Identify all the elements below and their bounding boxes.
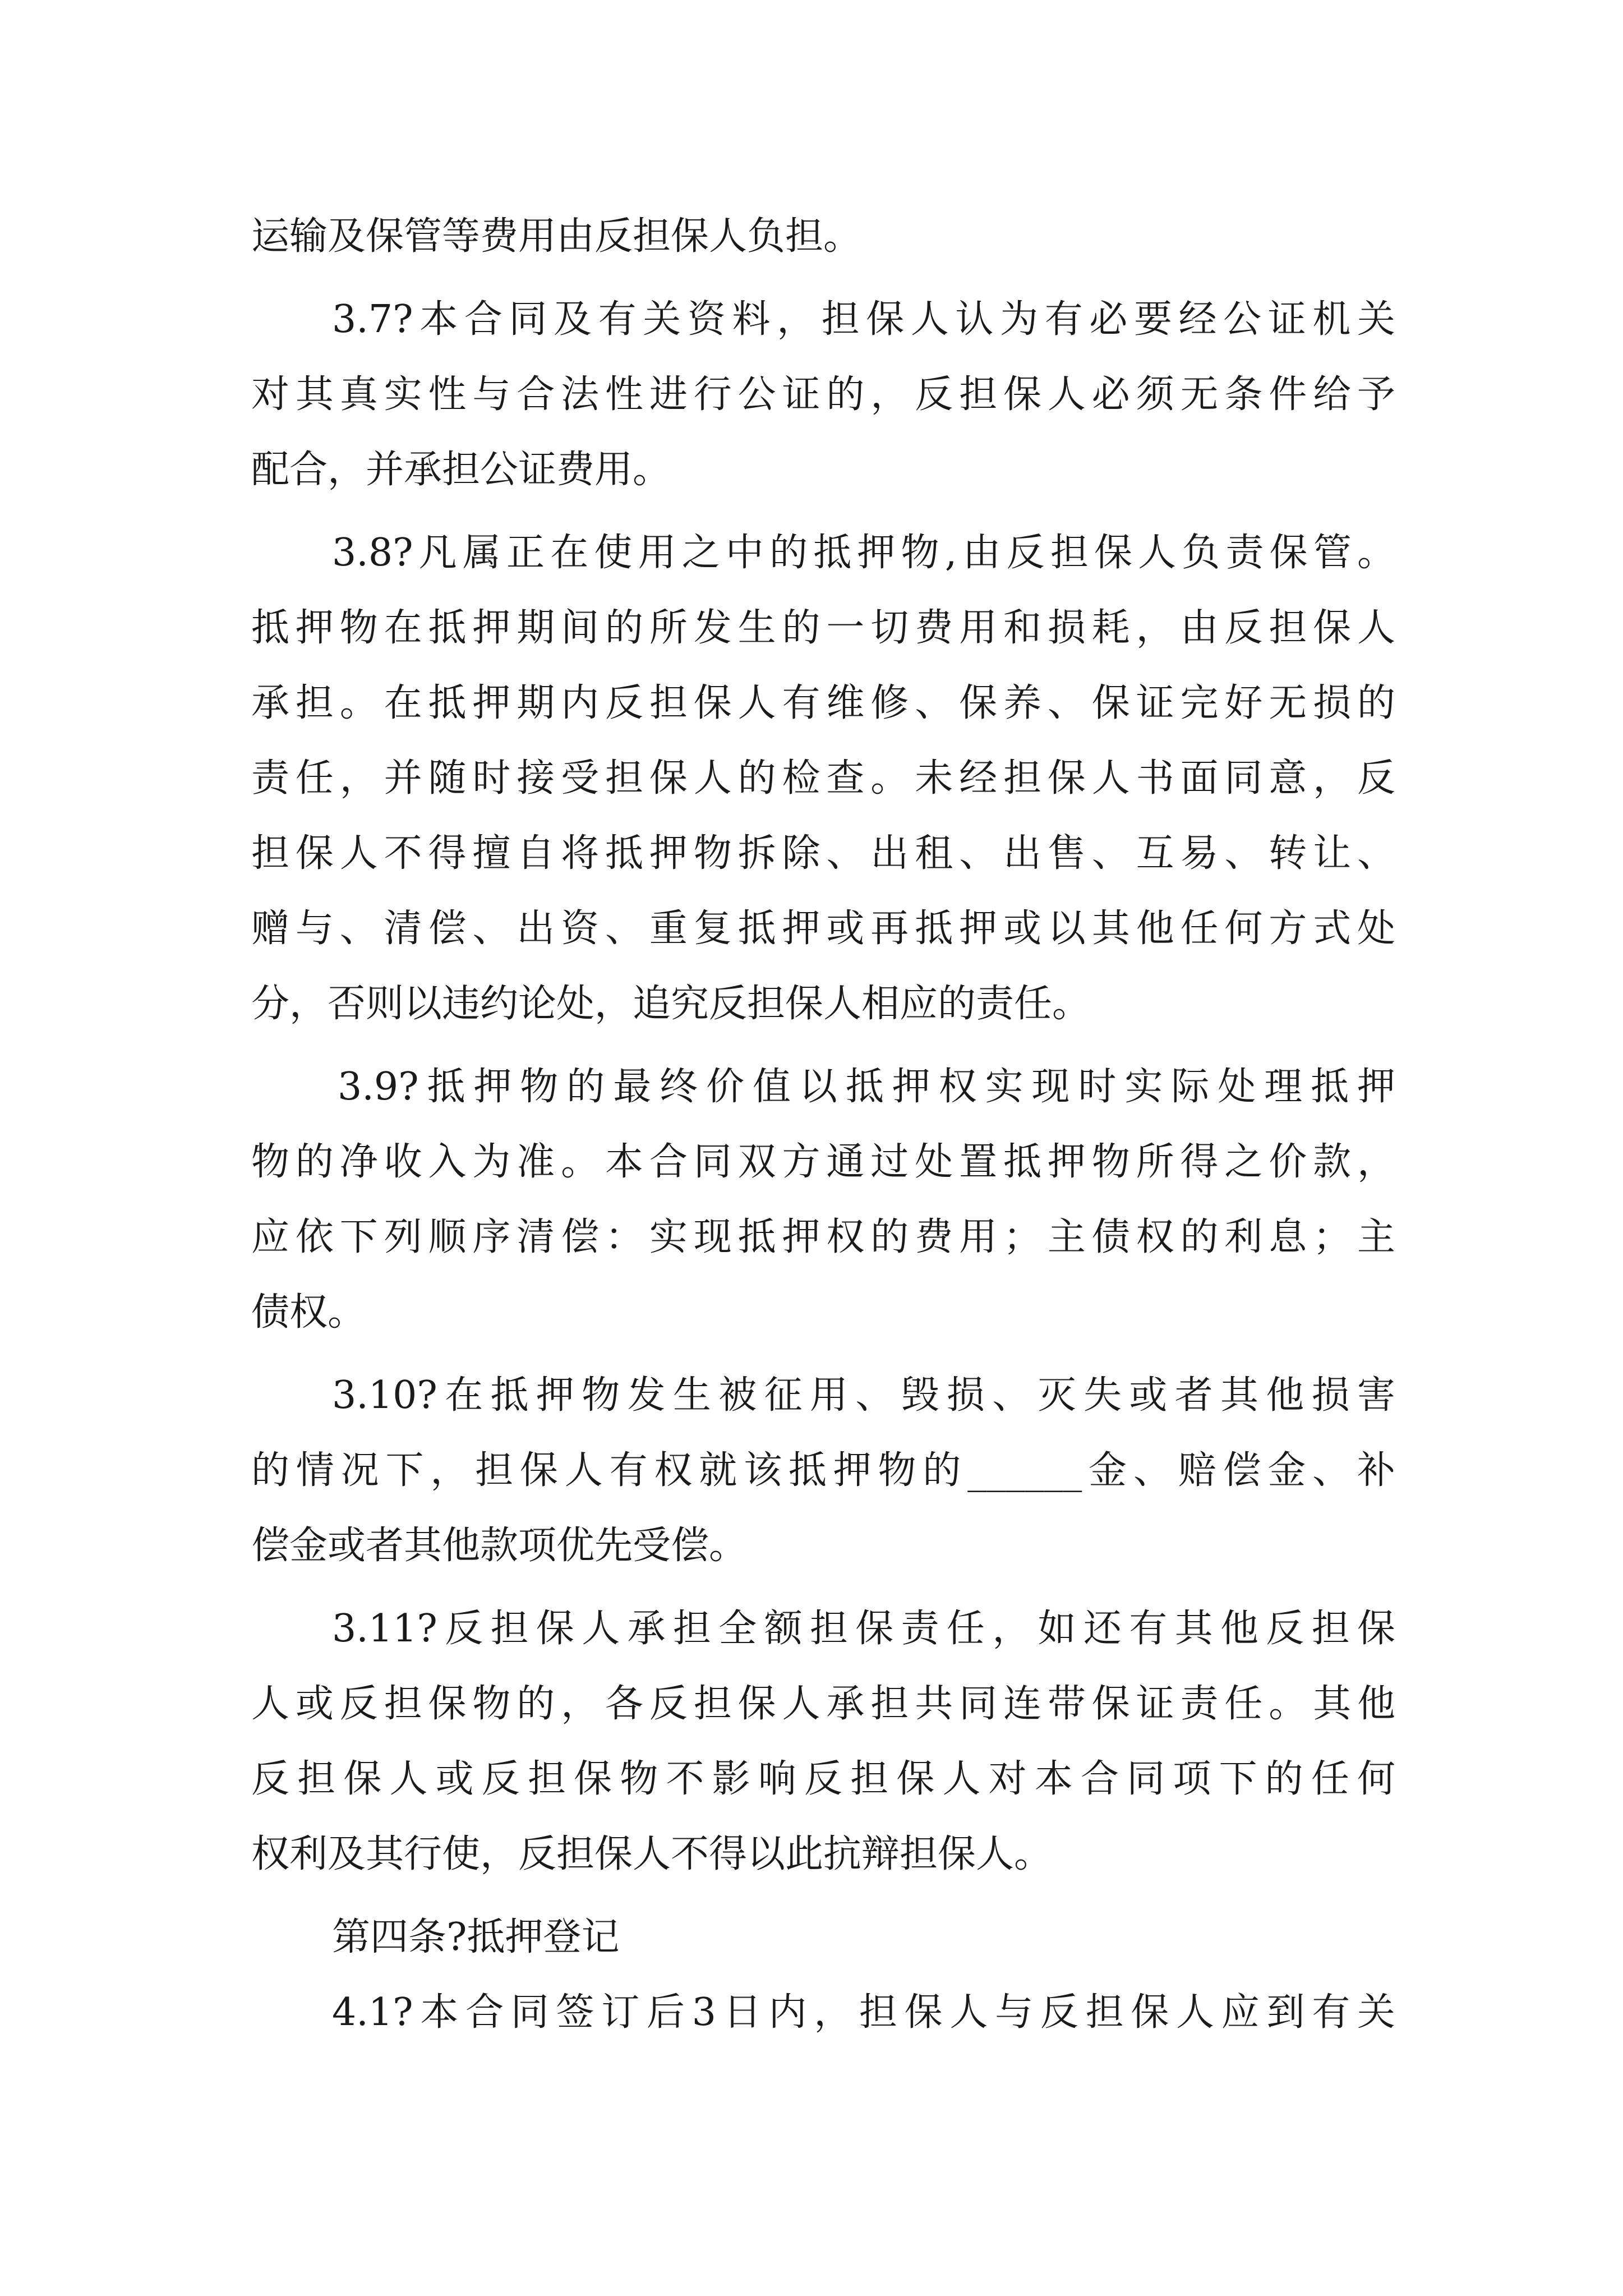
text-line: 担保人不得擅自将抵押物拆除、出租、出售、互易、转让、 xyxy=(251,831,1395,876)
text-line: 3.7?本合同及有关资料，担保人认为有必要经公证机关 xyxy=(332,297,1395,342)
text-line: 配合，并承担公证费用。 xyxy=(251,448,671,492)
text-line: 4.1?本合同签订后3日内，担保人与反担保人应到有关 xyxy=(332,1990,1395,2035)
text-line: 赠与、清偿、出资、重复抵押或再抵押或以其他任何方式处 xyxy=(251,907,1395,951)
text-line: 人或反担保物的，各反担保人承担共同连带保证责任。其他 xyxy=(251,1682,1395,1726)
text-line: 偿金或者其他款项优先受偿。 xyxy=(251,1524,748,1568)
text-line: 3.11?反担保人承担全额担保责任，如还有其他反担保 xyxy=(332,1607,1395,1651)
text-line: 权利及其行使，反担保人不得以此抗辩担保人。 xyxy=(251,1832,1053,1876)
section-heading: 第四条?抵押登记 xyxy=(332,1915,620,1959)
text-line: 债权。 xyxy=(251,1290,366,1335)
text-line: 3.8?凡属正在使用之中的抵押物,由反担保人负责保管。 xyxy=(332,531,1395,575)
text-line: 分，否则以违约论处，追究反担保人相应的责任。 xyxy=(251,982,1091,1026)
text-line: 应依下列顺序清偿：实现抵押权的费用；主债权的利息；主 xyxy=(251,1215,1395,1259)
text-line: 物的净收入为准。本合同双方通过处置抵押物所得之价款， xyxy=(251,1140,1395,1184)
text-line: 抵押物在抵押期间的所发生的一切费用和损耗，由反担保人 xyxy=(251,606,1395,650)
text-line: 责任，并随时接受担保人的检查。未经担保人书面同意，反 xyxy=(251,756,1395,800)
text-line: 反担保人或反担保物不影响反担保人对本合同项下的任何 xyxy=(251,1757,1395,1801)
text-line: 的情况下，担保人有权就该抵押物的______金、赔偿金、补 xyxy=(251,1448,1395,1493)
text-line: 运输及保管等费用由反担保人负担。 xyxy=(251,214,862,259)
text-line: 3.10?在抵押物发生被征用、毁损、灭失或者其他损害 xyxy=(332,1373,1395,1418)
text-line: 3.9?抵押物的最终价值以抵押权实现时实际处理抵押 xyxy=(338,1065,1395,1109)
text-line: 承担。在抵押期内反担保人有维修、保养、保证完好无损的 xyxy=(251,681,1395,725)
text-line: 对其真实性与合法性进行公证的，反担保人必须无条件给予 xyxy=(251,372,1395,417)
